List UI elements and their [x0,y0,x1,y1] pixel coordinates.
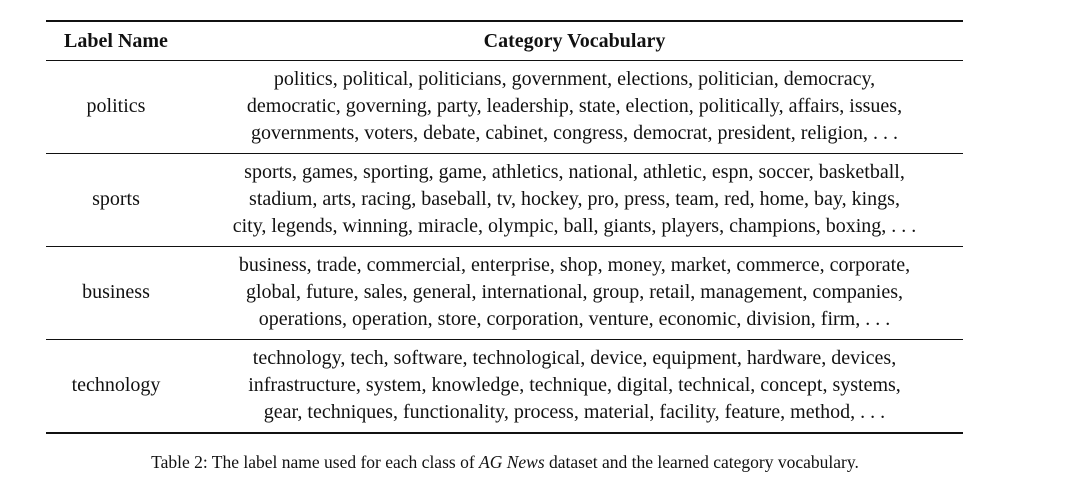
vocab-line: stadium, arts, racing, baseball, tv, hockey, pro, press, team, red, home, bay, kings, [249,188,900,210]
row-label: sports [92,188,140,210]
header-label-name: Label Name [64,29,168,52]
vocab-line: democratic, governing, party, leadership, state, election, politically, affairs, issues, [246,95,903,117]
vocab-line: global, future, sales, general, international, group, retail, management, companies, [246,281,903,303]
row-label: business [82,281,150,303]
vocab-line: business, trade, commercial, enterprise, shop, money, market, commerce, corporate, [238,254,911,276]
vocab-line: gear, techniques, functionality, process, material, facility, feature, method, . . . [263,401,886,423]
vocab-line: infrastructure, system, knowledge, technique, digital, technical, concept, systems, [248,374,901,396]
vocab-line: governments, voters, debate, cabinet, congress, democrat, president, religion, . . . [250,122,899,144]
vocab-line: operations, operation, store, corporation, venture, economic, division, firm, . . . [258,308,891,330]
table-body [46,61,963,434]
caption-suffix: dataset and the learned category vocabulary. [544,452,859,472]
row-vocabulary [186,61,963,154]
row-vocabulary [186,154,963,247]
table-row-sports [46,154,963,247]
header-row [46,21,963,61]
table-caption [0,452,1010,473]
vocabulary-table [46,20,963,434]
caption-prefix: Table 2: The label name used for each class of [151,452,480,472]
table-row-technology [46,340,963,434]
row-vocabulary [186,247,963,340]
vocab-line: politics, political, politicians, government, elections, politician, democracy, [273,68,876,90]
table-header [46,21,963,61]
caption-dataset-name: AG News [479,452,545,472]
row-vocabulary [186,340,963,434]
vocab-line: city, legends, winning, miracle, olympic, ball, giants, players, champions, boxing, . . . [232,215,917,237]
table-row-politics [46,61,963,154]
vocab-line: sports, games, sporting, game, athletics, national, athletic, espn, soccer, basketball, [244,161,905,183]
header-category-vocabulary: Category Vocabulary [483,29,666,52]
row-label: technology [71,374,161,396]
table-row-business [46,247,963,340]
vocab-line: technology, tech, software, technological, device, equipment, hardware, devices, [252,347,897,369]
vocabulary-table-container [46,20,963,434]
row-label: politics [86,95,146,117]
